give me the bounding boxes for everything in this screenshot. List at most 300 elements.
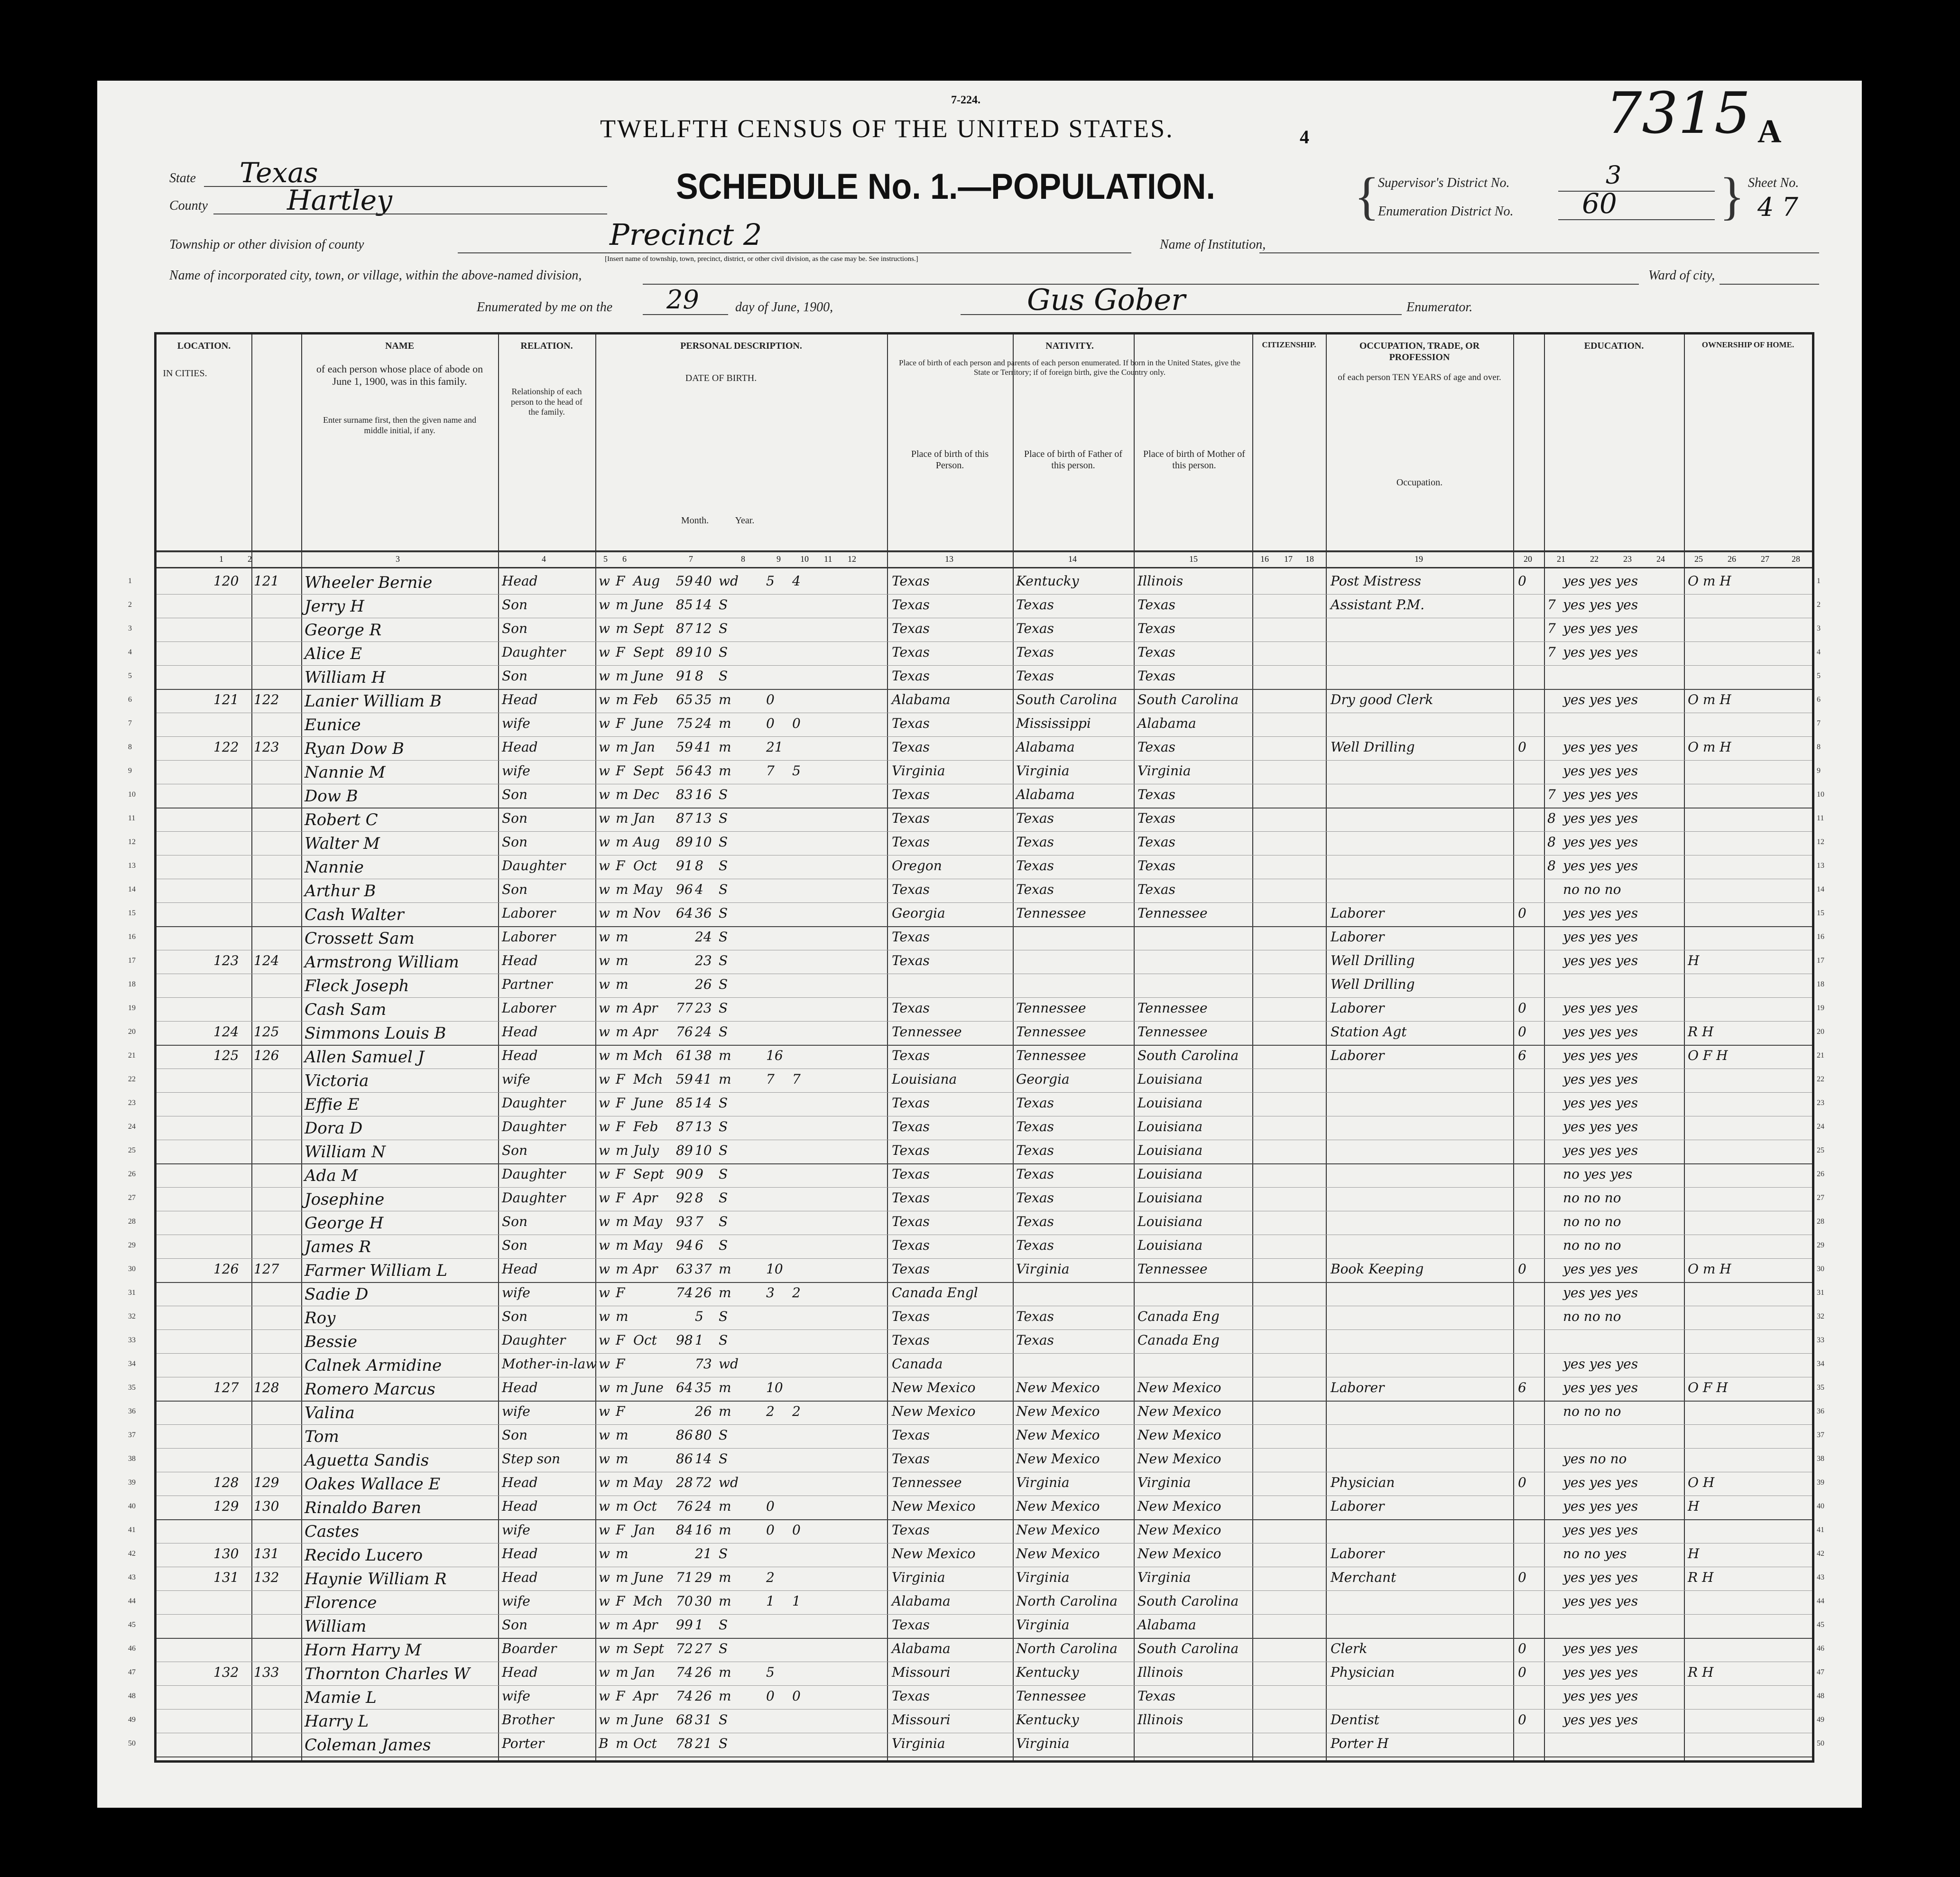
marital-status: S (719, 834, 728, 850)
family-number: 130 (254, 1498, 279, 1514)
person-name: Farmer William L (305, 1261, 447, 1280)
birthplace-father: Texas (1016, 621, 1054, 636)
months-unemployed: 0 (1518, 1261, 1526, 1277)
color: w (599, 1285, 610, 1301)
marital-status: wd (719, 1475, 739, 1490)
age: 14 (695, 1451, 712, 1467)
family-number: 129 (254, 1475, 279, 1490)
row-number-right: 9 (1817, 767, 1821, 775)
sex: m (616, 787, 629, 802)
birthplace-mother: Louisiana (1137, 1071, 1203, 1087)
birth-year: 74 (676, 1285, 693, 1301)
relation: Head (502, 1664, 538, 1680)
relation: Head (502, 1570, 538, 1585)
marital-status: S (719, 1095, 728, 1111)
row-number-right: 13 (1817, 862, 1824, 870)
birthplace-person: Louisiana (892, 1071, 957, 1087)
birthplace-person: Virginia (892, 763, 945, 779)
birthplace-person: Texas (892, 1095, 930, 1111)
sex: m (616, 929, 629, 945)
sheet-label: Sheet No. (1748, 176, 1799, 190)
birthplace-person: Texas (892, 1451, 930, 1467)
age: 38 (695, 1048, 712, 1063)
row-number: 39 (128, 1478, 136, 1487)
row-number: 24 (128, 1123, 136, 1131)
table-row (128, 1187, 1824, 1211)
marital-status: S (719, 1214, 728, 1229)
living-children: 0 (792, 1522, 801, 1538)
birth-month: Mch (633, 1048, 663, 1063)
age: 10 (695, 644, 712, 660)
row-number: 41 (128, 1526, 136, 1534)
birth-month: June (633, 1570, 664, 1585)
person-name: Robert C (305, 810, 378, 829)
birthplace-person: Texas (892, 1237, 930, 1253)
birthplace-father: North Carolina (1016, 1593, 1118, 1609)
birthplace-father: Texas (1016, 1332, 1054, 1348)
relation: Son (502, 787, 528, 802)
row-number: 31 (128, 1289, 136, 1297)
color: w (599, 1095, 610, 1111)
age: 13 (695, 810, 712, 826)
row-number-right: 26 (1817, 1170, 1824, 1178)
education: yes yes yes (1563, 905, 1638, 921)
census-title: TWELFTH CENSUS OF THE UNITED STATES. (600, 114, 1174, 143)
enumerator-label: Enumerator. (1406, 300, 1473, 315)
row-number: 9 (128, 767, 132, 775)
color: w (599, 621, 610, 636)
birthplace-person: Texas (892, 1190, 930, 1206)
birthplace-father: Virginia (1016, 1736, 1070, 1751)
relation: Head (502, 739, 538, 755)
color: w (599, 976, 610, 992)
mother-of-children: 21 (766, 739, 783, 755)
person-name: George R (305, 621, 382, 640)
marital-status: m (719, 763, 731, 779)
birth-year: 93 (676, 1214, 693, 1229)
color: w (599, 834, 610, 850)
relation: Head (502, 1546, 538, 1561)
dwelling-number: 124 (213, 1024, 239, 1040)
birth-month: Sept (633, 644, 664, 660)
row-number: 28 (128, 1217, 136, 1226)
marital-status: S (719, 1190, 728, 1206)
birthplace-mother: Tennessee (1137, 1024, 1208, 1040)
person-name: Jerry H (305, 597, 364, 616)
age: 16 (695, 1522, 712, 1538)
birthplace-mother: Texas (1137, 834, 1175, 850)
birthplace-person: Tennessee (892, 1475, 962, 1490)
school-months: 7 (1547, 597, 1556, 613)
state-value: Texas (240, 157, 318, 189)
relation: Mother-in-law (502, 1356, 597, 1372)
row-number: 36 (128, 1407, 136, 1415)
hdr-name: NAME (385, 341, 415, 351)
home-ownership: O m H (1688, 573, 1731, 589)
birth-year: 75 (676, 715, 693, 731)
row-number-right: 2 (1817, 601, 1821, 609)
school-months: 8 (1547, 810, 1556, 826)
marital-status: S (719, 1427, 728, 1443)
mother-of-children: 16 (766, 1048, 783, 1063)
row-number-right: 31 (1817, 1289, 1824, 1297)
birthplace-person: Texas (892, 1000, 930, 1016)
mother-of-children: 0 (766, 1522, 775, 1538)
occupation: Physician (1331, 1664, 1395, 1680)
birth-month: Feb (633, 692, 658, 707)
row-number-right: 28 (1817, 1217, 1824, 1226)
person-name: William N (305, 1143, 386, 1162)
marital-status: S (719, 1237, 728, 1253)
color: w (599, 1688, 610, 1704)
home-ownership: O F H (1688, 1048, 1728, 1063)
occupation: Assistant P.M. (1331, 597, 1425, 613)
age: 14 (695, 1095, 712, 1111)
marital-status: m (719, 1498, 731, 1514)
home-ownership: O m H (1688, 1261, 1731, 1277)
hdr-name-desc: of each person whose place of abode on June 1, 1900, was in this family. (316, 363, 483, 388)
occupation: Laborer (1331, 1000, 1385, 1016)
age: 30 (695, 1593, 712, 1609)
dwelling-number: 130 (213, 1546, 239, 1561)
person-name: Armstrong William (305, 953, 459, 972)
birthplace-person: Texas (892, 1332, 930, 1348)
occupation: Merchant (1331, 1570, 1396, 1585)
row-number-right: 3 (1817, 624, 1821, 632)
age: 13 (695, 1119, 712, 1134)
birth-month: Apr (633, 1617, 658, 1633)
relation: Brother (502, 1712, 555, 1728)
column-number: 26 (1728, 554, 1736, 564)
birthplace-father: Tennessee (1016, 1024, 1086, 1040)
birthplace-person: Texas (892, 1143, 930, 1158)
dwelling-number: 127 (213, 1380, 239, 1395)
row-number-right: 5 (1817, 672, 1821, 680)
age: 24 (695, 1498, 712, 1514)
enum-district-line (1558, 219, 1715, 220)
sex: m (616, 882, 629, 897)
age: 31 (695, 1712, 712, 1728)
sex: F (616, 715, 625, 731)
table-row (128, 1329, 1824, 1354)
table-row (128, 1567, 1824, 1591)
sex: m (616, 1712, 629, 1728)
table-row (128, 1235, 1824, 1259)
sex: m (616, 834, 629, 850)
enumerator-name: Gus Gober (1027, 282, 1185, 317)
marital-status: S (719, 668, 728, 684)
birthplace-father: Tennessee (1016, 905, 1086, 921)
months-unemployed: 0 (1518, 739, 1526, 755)
living-children: 0 (792, 715, 801, 731)
school-months: 7 (1547, 621, 1556, 636)
birth-month: Sept (633, 1641, 664, 1656)
relation: Head (502, 1024, 538, 1040)
sex: m (616, 953, 629, 968)
home-ownership: R H (1688, 1024, 1714, 1040)
birth-month: Apr (633, 1024, 658, 1040)
sex: F (616, 1593, 625, 1609)
marital-status: m (719, 1380, 731, 1395)
row-number-right: 4 (1817, 648, 1821, 656)
state-label: State (169, 171, 196, 186)
mother-of-children: 0 (766, 715, 775, 731)
person-name: Allen Samuel J (305, 1048, 425, 1067)
birthplace-person: Missouri (892, 1712, 951, 1728)
birth-year: 94 (676, 1237, 693, 1253)
birthplace-person: Texas (892, 668, 930, 684)
birthplace-mother: Virginia (1137, 763, 1191, 779)
birthplace-person: Texas (892, 1261, 930, 1277)
education: yes yes yes (1563, 573, 1638, 589)
relation: wife (502, 1522, 530, 1538)
family-number: 132 (254, 1570, 279, 1585)
birth-month: Apr (633, 1261, 658, 1277)
birthplace-person: Alabama (892, 1593, 951, 1609)
birthplace-person: New Mexico (892, 1498, 976, 1514)
table-row (128, 665, 1821, 690)
row-number: 14 (128, 885, 136, 893)
table-row (128, 1377, 1824, 1402)
row-number: 16 (128, 933, 136, 941)
person-name: Fleck Joseph (305, 976, 409, 995)
birth-year: 65 (676, 692, 693, 707)
color: w (599, 597, 610, 613)
birthplace-mother: Louisiana (1137, 1166, 1203, 1182)
table-row (128, 1353, 1824, 1377)
row-number-right: 36 (1817, 1407, 1824, 1415)
birthplace-father: Tennessee (1016, 1688, 1086, 1704)
county-label: County (169, 198, 208, 213)
table-row (128, 1685, 1824, 1710)
education: yes yes yes (1563, 1143, 1638, 1158)
table-row (128, 689, 1821, 713)
row-number-right: 21 (1817, 1051, 1824, 1059)
birthplace-person: Canada Engl (892, 1285, 978, 1301)
marital-status: m (719, 1285, 731, 1301)
row-number-right: 1 (1817, 577, 1821, 585)
row-number: 5 (128, 672, 132, 680)
color: w (599, 1427, 610, 1443)
education: yes yes yes (1563, 1356, 1638, 1372)
color: w (599, 787, 610, 802)
row-number-right: 18 (1817, 980, 1824, 988)
birthplace-mother: Texas (1137, 621, 1175, 636)
hdr-occupation-col: Occupation. (1396, 477, 1443, 488)
age: 8 (695, 858, 703, 873)
education: yes yes yes (1563, 1380, 1638, 1395)
sex: F (616, 1285, 625, 1301)
education: yes yes yes (1563, 763, 1638, 779)
education: yes yes yes (1563, 834, 1638, 850)
color: w (599, 1166, 610, 1182)
birthplace-mother: Louisiana (1137, 1190, 1203, 1206)
person-name: Walter M (305, 834, 380, 853)
dwelling-number: 122 (213, 739, 239, 755)
marital-status: m (719, 1071, 731, 1087)
age: 10 (695, 834, 712, 850)
birthplace-mother: Illinois (1137, 573, 1183, 589)
age: 7 (695, 1214, 703, 1229)
brace-left: { (1354, 167, 1379, 225)
color: w (599, 1593, 610, 1609)
birthplace-person: Missouri (892, 1664, 951, 1680)
table-row (128, 1258, 1824, 1283)
column-number: 22 (1590, 554, 1599, 564)
birthplace-mother: Virginia (1137, 1475, 1191, 1490)
age: 14 (695, 597, 712, 613)
family-number: 128 (254, 1380, 279, 1395)
table-row (128, 1163, 1824, 1188)
person-name: George H (305, 1214, 384, 1233)
education: yes yes yes (1563, 644, 1638, 660)
row-number-right: 29 (1817, 1241, 1824, 1249)
birthplace-mother: Texas (1137, 787, 1175, 802)
living-children: 4 (792, 573, 801, 589)
relation: Son (502, 1309, 528, 1324)
birthplace-father: Kentucky (1016, 1664, 1079, 1680)
birthplace-mother: Louisiana (1137, 1119, 1203, 1134)
color: w (599, 810, 610, 826)
birth-year: 74 (676, 1688, 693, 1704)
family-number: 127 (254, 1261, 279, 1277)
table-row (128, 1069, 1824, 1093)
birthplace-person: Texas (892, 1309, 930, 1324)
column-number: 7 (689, 554, 693, 564)
row-number: 49 (128, 1716, 136, 1724)
marital-status: wd (719, 1356, 739, 1372)
birthplace-person: Texas (892, 1688, 930, 1704)
living-children: 0 (792, 1688, 801, 1704)
birth-month: May (633, 1237, 663, 1253)
person-name: Tom (305, 1427, 339, 1446)
marital-status: m (719, 692, 731, 707)
color: w (599, 1475, 610, 1490)
birth-month: June (633, 1380, 664, 1395)
color: w (599, 668, 610, 684)
table-row (128, 1662, 1824, 1686)
home-ownership: R H (1688, 1570, 1714, 1585)
birth-year: 87 (676, 1119, 693, 1134)
hdr-relation: RELATION. (520, 341, 573, 351)
birthplace-person: New Mexico (892, 1380, 976, 1395)
institution-label: Name of Institution, (1160, 237, 1266, 252)
state-line (204, 186, 607, 187)
birthplace-person: Canada (892, 1356, 943, 1372)
education: yes yes yes (1563, 1071, 1638, 1087)
birth-month: June (633, 1095, 664, 1111)
table-row (128, 713, 1821, 737)
age: 24 (695, 1024, 712, 1040)
mother-of-children: 0 (766, 1498, 775, 1514)
column-number: 8 (741, 554, 745, 564)
row-number-right: 38 (1817, 1455, 1824, 1463)
age: 26 (695, 976, 712, 992)
row-number: 6 (128, 696, 132, 704)
sex: m (616, 810, 629, 826)
marital-status: S (719, 1451, 728, 1467)
column-number: 10 (800, 554, 809, 564)
birthplace-mother: Illinois (1137, 1712, 1183, 1728)
relation: Son (502, 668, 528, 684)
education: yes yes yes (1563, 1119, 1638, 1134)
row-number: 12 (128, 838, 136, 846)
birthplace-person: Texas (892, 621, 930, 636)
person-name: Castes (305, 1522, 359, 1541)
relation: Laborer (502, 905, 556, 921)
birthplace-person: Texas (892, 715, 930, 731)
june-label: day of June, 1900, (735, 300, 833, 315)
birthplace-mother: Alabama (1137, 1617, 1196, 1633)
table-row (128, 1448, 1824, 1472)
mother-of-children: 2 (766, 1570, 775, 1585)
marital-status: m (719, 1261, 731, 1277)
occupation: Dentist (1331, 1712, 1379, 1728)
table-row (128, 1140, 1824, 1164)
relation: Porter (502, 1736, 545, 1751)
sex: m (616, 1214, 629, 1229)
row-number: 32 (128, 1312, 136, 1320)
birthplace-father: Georgia (1016, 1071, 1070, 1087)
birthplace-person: Texas (892, 929, 930, 945)
sex: m (616, 1641, 629, 1656)
marital-status: S (719, 1166, 728, 1182)
table-row (128, 879, 1824, 903)
family-number: 123 (254, 739, 279, 755)
marital-status: m (719, 1048, 731, 1063)
page-stamp: 7315 (1606, 81, 1751, 147)
table-row (128, 1733, 1824, 1757)
sex: m (616, 1570, 629, 1585)
education: yes yes yes (1563, 1285, 1638, 1301)
age: 5 (695, 1309, 703, 1324)
relation: Step son (502, 1451, 561, 1467)
age: 35 (695, 1380, 712, 1395)
color: w (599, 739, 610, 755)
row-number-right: 7 (1817, 719, 1821, 727)
person-name: Thornton Charles W (305, 1664, 470, 1683)
birthplace-father: Texas (1016, 1095, 1054, 1111)
row-number-right: 49 (1817, 1716, 1824, 1724)
table-row (128, 1614, 1824, 1639)
person-name: Wheeler Bernie (305, 573, 433, 592)
hdr-birth: DATE OF BIRTH. (685, 373, 757, 383)
table-row (128, 1496, 1824, 1520)
birth-year: 91 (676, 668, 693, 684)
hdr-location: LOCATION. (177, 341, 231, 351)
birthplace-father: New Mexico (1016, 1546, 1100, 1561)
birthplace-mother: Texas (1137, 882, 1175, 897)
person-name: William H (305, 668, 386, 687)
education: yes yes yes (1563, 1498, 1638, 1514)
education: yes yes yes (1563, 1688, 1638, 1704)
table-row (128, 974, 1824, 998)
birth-year: 99 (676, 1617, 693, 1633)
birth-month: May (633, 882, 663, 897)
birthplace-person: Texas (892, 1522, 930, 1538)
relation: Son (502, 1427, 528, 1443)
person-name: Recido Lucero (305, 1546, 423, 1565)
birth-month: Oct (633, 858, 657, 873)
color: B (599, 1736, 609, 1751)
sex: m (616, 692, 629, 707)
row-number-right: 14 (1817, 885, 1824, 893)
age: 8 (695, 1190, 703, 1206)
months-unemployed: 0 (1518, 1024, 1526, 1040)
education: yes yes yes (1563, 1261, 1638, 1277)
birthplace-father: South Carolina (1016, 692, 1118, 707)
column-number: 6 (622, 554, 627, 564)
